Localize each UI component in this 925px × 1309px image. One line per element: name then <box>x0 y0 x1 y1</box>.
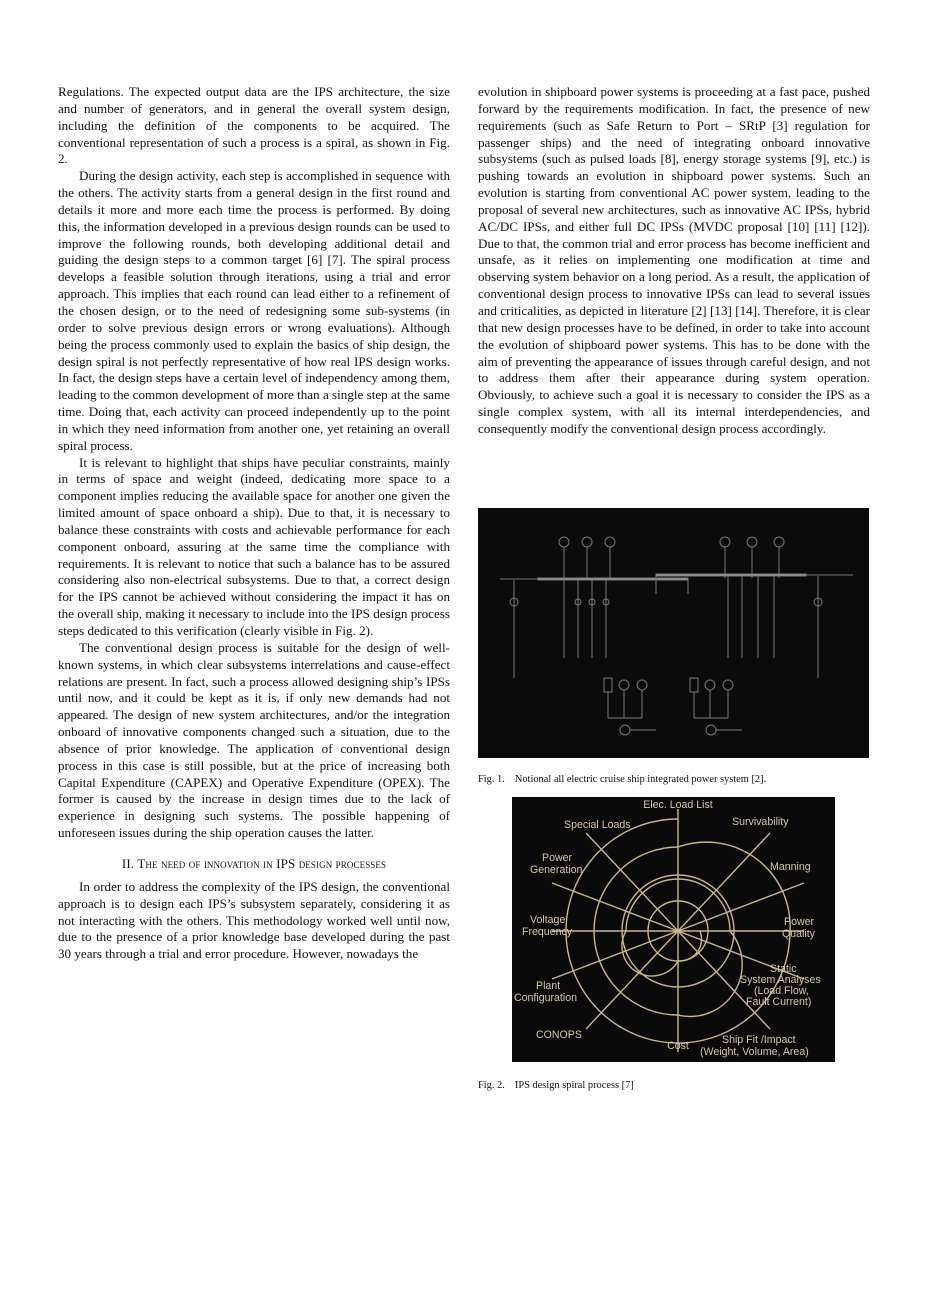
label-elec-load-list: Elec. Load List <box>643 799 713 811</box>
label-voltage-frequency: Voltage <box>530 914 566 926</box>
paragraph: It is relevant to highlight that ships have peculiar constraints, mainly in terms of space and weight (indeed, dedicating more space to a component implies reducing the available space for another one given the limited amount of space onboard a ship). Due to that, it is necessary to balance these constraints with costs and achievable performance for each component onboard, assuring at the same time the compliance with requirements. It is relevant to notice that such a balance has to be assured considering also non-electrical subsystems. Due to that, a correct design for the IPS cannot be achieved without considering the impact it has on the overall ship, making it necessary to include into the IPS design process steps dedicated to this verification (clearly visible in Fig. 2). <box>58 454 450 638</box>
right-column <box>478 84 870 438</box>
figure-2-design-spiral <box>512 797 835 1062</box>
caption-number: Fig. 2. <box>478 1080 505 1091</box>
label-survivability: Survivability <box>732 816 789 828</box>
label-power-quality: Quality <box>782 928 815 940</box>
paragraph: Regulations. The expected output data are the IPS architecture, the size and number of generators, and in general the overall system design, including the definition of the components to be acquired. The conventional representation of such a process is a spiral, as shown in Fig. 2. <box>58 84 450 167</box>
spoke <box>678 833 770 931</box>
label-ship-fit: (Weight, Volume, Area) <box>700 1046 809 1058</box>
label-voltage-frequency: Frequency <box>522 926 573 938</box>
paragraph: In order to address the complexity of the IPS design, the conventional approach is to design each IPS’s subsystem separately, considering it as not interacting with the others. This methodology worked well until now, due to the presence of a prior knowledge base developed during the past 30 years through a trial and error procedure. However, nowadays the <box>58 878 450 962</box>
label-conops: CONOPS <box>536 1029 582 1041</box>
label-static-system-analyses: Fault Current) <box>746 996 812 1008</box>
figure-1-caption <box>478 774 766 785</box>
label-cost: Cost <box>667 1040 689 1052</box>
label-manning: Manning <box>770 861 811 873</box>
label-static-system-analyses: System Analyses <box>740 974 821 986</box>
paragraph: evolution in shipboard power systems is proceeding at a fast pace, pushed forward by the requirements modification. In fact, the presence of new requirements (such as Safe Return to Port – SRtP [3] regulation for passenger ships) and the need of integrating onboard innovative subsystems (such as pulsed loads [8], energy storage systems [9], etc.) is pushing towards an evolution in shipboard power systems. Such an evolution is starting from conventional AC power system, leading to the proposal of several new architectures, such as innovative AC IPSs, hybrid AC/DC IPSs, and either full DC IPSs (MVDC proposal [10] [11] [12]). Due to that, the common trial and error process has become inefficient and unsafe, as it relies on implementing one modification at time and observing system behavior on a long period. As a result, the application of conventional design process to innovative IPSs can lead to several issues and criticalities, as depicted in literature [2] [13] [14]. Therefore, it is clear that new design processes have to be defined, in order to take into account the evolution of shipboard power systems. This has to be done with the aim of preventing the appearance of issues through careful design, and not to address them after their appearance during system operation. Obviously, to achieve such a goal it is necessary to consider the IPS as a single complex system, with all its internal interdependencies, and consequently modify the conventional design process accordingly. <box>478 84 870 436</box>
caption-text: Notional all electric cruise ship integrated power system [2]. <box>514 774 767 785</box>
section-heading: II. The need of innovation in IPS design processes <box>121 855 387 871</box>
label-plant-configuration: Configuration <box>514 992 578 1004</box>
label-power-generation: Generation <box>530 864 583 876</box>
paragraph: The conventional design process is suitable for the design of well-known systems, in which clear subsystems interrelations and cause-effect relations are present. In fact, such a process allowed designing ship’s IPSs until now, and it could be kept as it is, if only new demands had not appeared. The design of new system architectures, and/or the integration onboard of innovative components changed such a situation, due to the absence of prior knowledge. The application of conventional design process in this case is still possible, but at the price of increasing both Capital Expenditure (CAPEX) and Operative Expenditure (OPEX). The former is caused by the increase in design times due to the lack of experience in designing such systems. The possible happening of unforeseen issues during the ship operation causes the latter. <box>58 639 450 841</box>
label-static-system-analyses: Static <box>770 963 797 975</box>
label-static-system-analyses: (Load Flow, <box>754 985 809 997</box>
caption-number: Fig. 1. <box>478 774 505 785</box>
figure-2-caption <box>478 1080 634 1091</box>
left-column <box>58 84 450 963</box>
label-power-quality: Power <box>784 916 815 928</box>
caption-text: IPS design spiral process [7] <box>514 1080 634 1091</box>
label-ship-fit: Ship Fit /Impact <box>722 1034 796 1046</box>
figure-1-schematic <box>478 508 869 758</box>
label-power-generation: Power <box>542 852 573 864</box>
paragraph: During the design activity, each step is accomplished in sequence with the others. The activity starts from a general design in the first round and details it more and more each time the process is performed. By doing this, the information developed in a previous design rounds can be used to improve the following rounds, both developing additional detail and guiding the design steps to a common target [6] [7]. The spiral process develops a feasible solution through iterations, using a trial and error approach. This implies that each round can lead either to a refinement of the chosen design, or to the need of redesigning some sub-systems (in order to solve previous design errors or wrong evaluations). Although being the process commonly used to explain the basics of ship design, the design spiral is not perfectly representative of how real IPS design works. In fact, the design steps have a certain level of independency among them, leading to the common development of more than a single step at the same time. Doing that, each activity can proceed independently up to the point in which they need information from another one, yet retaining an overall spiral process. <box>58 168 450 453</box>
label-special-loads: Special Loads <box>564 819 631 831</box>
label-plant-configuration: Plant <box>536 980 561 992</box>
schematic-image <box>478 508 869 758</box>
spiral-diagram <box>512 797 835 1062</box>
